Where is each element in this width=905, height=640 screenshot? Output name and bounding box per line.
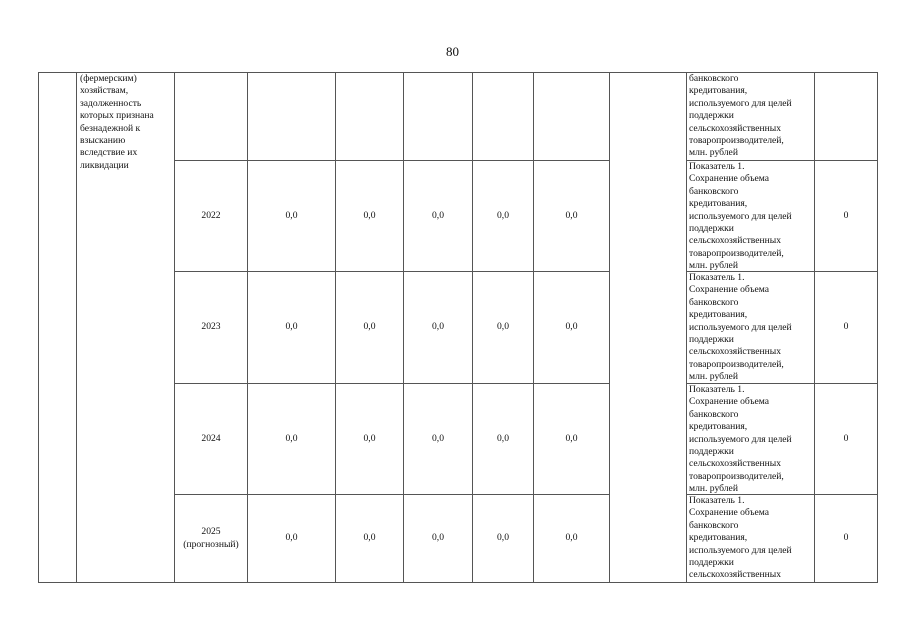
value-cell: 0,0 (473, 161, 534, 272)
value-cell: 0,0 (404, 495, 473, 583)
table-row (39, 73, 878, 161)
indicator-line: сельскохозяйственных (689, 235, 782, 247)
value-cell (404, 73, 473, 161)
indicator-cell (687, 272, 815, 384)
indicator-line: банковского (689, 296, 739, 308)
indicator-line: млн. рублей (689, 147, 738, 159)
description-line: хозяйствам, (80, 85, 129, 97)
indicator-line: Сохранение объема (689, 396, 770, 408)
indicator-line: сельскохозяйственных (689, 122, 782, 134)
value-cell: 0,0 (248, 272, 336, 384)
target-cell: 0 (815, 384, 878, 495)
indicator-line: Показатель 1. (689, 495, 745, 506)
page-number: 80 (446, 44, 459, 59)
description-line: (фермерским) (80, 73, 137, 84)
indicator-line: кредитования, (689, 85, 748, 97)
indicator-line: кредитования, (689, 198, 748, 210)
indicator-line: млн. рублей (689, 260, 738, 272)
value-cell: 0,0 (473, 272, 534, 384)
value-cell: 0,0 (404, 161, 473, 272)
value-cell (534, 73, 610, 161)
blank-merged-cell (610, 73, 687, 583)
year-cell (175, 495, 248, 583)
target-cell: 0 (815, 272, 878, 384)
indicator-line: банковского (689, 519, 739, 531)
indicator-line: используемого для целей (689, 210, 792, 222)
indicator-line: млн. рублей (689, 483, 738, 495)
indicator-cell (687, 495, 815, 583)
value-cell: 0,0 (473, 495, 534, 583)
indicator-line: Показатель 1. (689, 272, 745, 283)
value-cell: 0,0 (534, 495, 610, 583)
value-cell: 0,0 (534, 384, 610, 495)
year-cell (175, 73, 248, 161)
indicator-line: сельскохозяйственных (689, 346, 782, 358)
value-cell: 0,0 (473, 384, 534, 495)
value-cell: 0,0 (534, 272, 610, 384)
indicator-line: Показатель 1. (689, 161, 745, 172)
indicator-line: банковского (689, 185, 739, 197)
value-cell: 0,0 (404, 384, 473, 495)
year-label: 2025 (201, 526, 221, 538)
year-note: (прогнозный) (183, 538, 239, 550)
year-cell: 2022 (175, 161, 248, 272)
target-cell (815, 73, 878, 161)
year-cell: 2023 (175, 272, 248, 384)
indicator-line: кредитования, (689, 309, 748, 321)
indicator-line: банковского (689, 408, 739, 420)
indicator-line: используемого для целей (689, 433, 792, 445)
indicator-cell (687, 73, 815, 161)
target-cell: 0 (815, 495, 878, 583)
indicator-line: поддержки (689, 557, 734, 569)
indicator-line: Сохранение объема (689, 173, 770, 185)
indicator-line: используемого для целей (689, 321, 792, 333)
description-line: задолженность (80, 97, 142, 109)
indicator-cell (687, 384, 815, 495)
indicator-line: товаропроизводителей, (689, 247, 784, 259)
indicator-line: кредитования, (689, 532, 748, 544)
year-cell: 2024 (175, 384, 248, 495)
description-line: ликвидации (80, 159, 129, 171)
value-cell: 0,0 (248, 384, 336, 495)
value-cell (248, 73, 336, 161)
indicator-line: используемого для целей (689, 544, 792, 556)
value-cell: 0,0 (248, 495, 336, 583)
indicator-line: поддержки (689, 334, 734, 346)
indicator-line: товаропроизводителей, (689, 135, 784, 147)
indicator-line: товаропроизводителей, (689, 470, 784, 482)
description-line: взысканию (80, 135, 126, 147)
description-line: безнадежной к (80, 122, 141, 134)
number-cell (39, 73, 77, 583)
indicator-line: Показатель 1. (689, 384, 745, 395)
indicator-line: Сохранение объема (689, 507, 770, 519)
description-line: вследствие их (80, 147, 138, 159)
indicator-line: поддержки (689, 110, 734, 122)
indicator-line: сельскохозяйственных (689, 569, 782, 581)
indicator-line: используемого для целей (689, 97, 792, 109)
indicator-line: Сохранение объема (689, 284, 770, 296)
indicator-line: товаропроизводителей, (689, 358, 784, 370)
indicator-cell (687, 161, 815, 272)
value-cell: 0,0 (534, 161, 610, 272)
value-cell: 0,0 (336, 384, 404, 495)
indicator-line: сельскохозяйственных (689, 458, 782, 470)
indicator-line: млн. рублей (689, 371, 738, 383)
value-cell: 0,0 (336, 272, 404, 384)
indicator-line: поддержки (689, 446, 734, 458)
target-cell: 0 (815, 161, 878, 272)
indicator-line: кредитования, (689, 421, 748, 433)
indicator-line: банковского (689, 73, 739, 84)
value-cell (473, 73, 534, 161)
program-table (38, 72, 878, 583)
value-cell: 0,0 (404, 272, 473, 384)
description-cell (77, 73, 175, 583)
description-line: которых признана (80, 110, 154, 122)
value-cell: 0,0 (248, 161, 336, 272)
value-cell: 0,0 (336, 161, 404, 272)
value-cell: 0,0 (336, 495, 404, 583)
value-cell (336, 73, 404, 161)
indicator-line: поддержки (689, 223, 734, 235)
